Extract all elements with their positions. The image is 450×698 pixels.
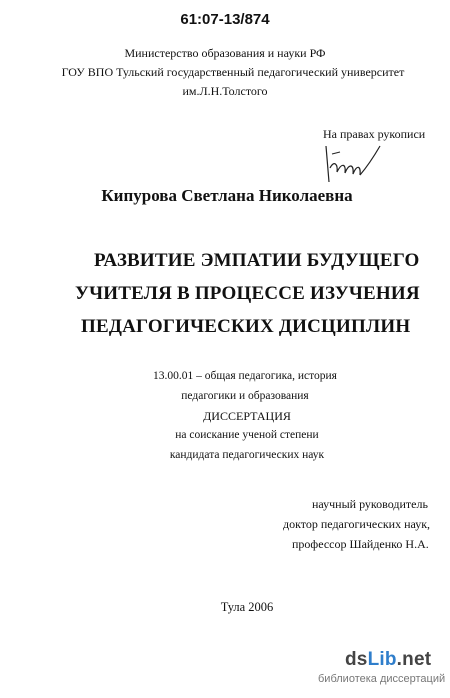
- watermark-logo-net: .net: [396, 649, 432, 670]
- supervisor-name: профессор Шайденко Н.А.: [292, 537, 429, 551]
- dissertation-label: ДИССЕРТАЦИЯ: [203, 409, 291, 423]
- specialty-line-2: педагогики и образования: [181, 390, 309, 402]
- supervisor-degree: доктор педагогических наук,: [283, 517, 431, 531]
- watermark-logo-ds: ds: [345, 649, 368, 670]
- university-line: ГОУ ВПО Тульский государственный педагогический университет: [61, 65, 405, 79]
- author-name: Кипурова Светлана Николаевна: [101, 186, 353, 205]
- rights-note: На правах рукописи: [323, 127, 426, 141]
- title-line-2: УЧИТЕЛЯ В ПРОЦЕССЕ ИЗУЧЕНИЯ: [75, 283, 420, 304]
- named-after-line: им.Л.Н.Толстого: [182, 84, 268, 98]
- degree-purpose: на соискание ученой степени: [175, 429, 319, 441]
- ministry-line: Министерство образования и науки РФ: [124, 46, 326, 60]
- title-line-1: РАЗВИТИЕ ЭМПАТИИ БУДУЩЕГО: [94, 250, 420, 271]
- watermark-logo-lib: Lib: [367, 649, 397, 670]
- handwritten-signature: [318, 142, 388, 188]
- watermark-logo: [345, 649, 431, 671]
- specialty-line-1: 13.00.01 – общая педагогика, история: [153, 370, 337, 382]
- supervisor-role: научный руководитель: [312, 497, 428, 511]
- archive-code: 61:07-13/874: [180, 11, 270, 28]
- watermark-tagline: библиотека диссертаций: [318, 673, 446, 685]
- title-line-3: ПЕДАГОГИЧЕСКИХ ДИСЦИПЛИН: [81, 316, 411, 337]
- degree-name: кандидата педагогических наук: [169, 449, 325, 461]
- city-year: Тула 2006: [220, 600, 274, 614]
